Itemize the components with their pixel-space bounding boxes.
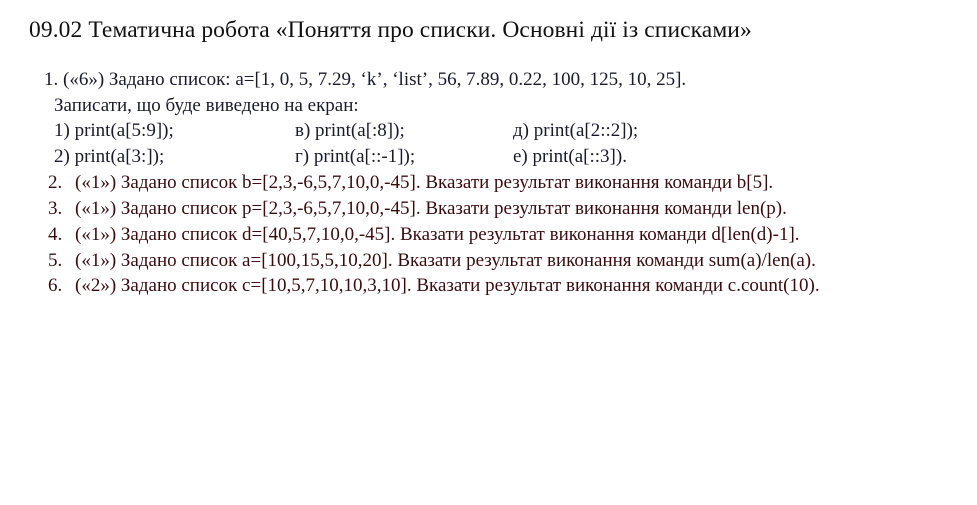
task-text: («1») Задано список b=[2,3,-6,5,7,10,0,-45]. Вказати результат виконання команди b[5]. [75, 172, 774, 193]
task-1-item-1: 1) print(a[5:9]); [54, 120, 174, 141]
page-title: 09.02 Тематична робота «Поняття про списки. Основні дії із списками» [29, 17, 752, 43]
task-1-item-v: в) print(a[:8]); [295, 120, 405, 141]
task-5 [48, 250, 816, 272]
task-6 [48, 275, 820, 297]
task-1-item-d: д) print(a[2::2]); [513, 120, 639, 141]
task-number: 3. [48, 198, 63, 219]
task-text: («2») Задано список c=[10,5,7,10,10,3,10]. Вказати результат виконання команди c.count(10). [75, 275, 820, 296]
task-1-statement: 1. («6») Задано список: a=[1, 0, 5, 7.29, ‘k’, ‘list’, 56, 7.89, 0.22, 100, 125, 10, 25]. [44, 69, 687, 90]
task-3 [48, 198, 787, 220]
task-number: 6. [48, 275, 63, 296]
task-number: 2. [48, 172, 63, 193]
task-text: («1») Задано список p=[2,3,-6,5,7,10,0,-45]. Вказати результат виконання команди len(p). [75, 198, 787, 219]
task-number: 4. [48, 224, 63, 245]
task-1-item-e: е) print(a[::3]). [513, 146, 627, 167]
task-text: («1») Задано список a=[100,15,5,10,20]. Вказати результат виконання команди sum(a)/len(a). [75, 250, 816, 271]
task-1-item-2: 2) print(a[3:]); [54, 146, 165, 167]
task-text: («1») Задано список d=[40,5,7,10,0,-45]. Вказати результат виконання команди d[len(d)-1]. [75, 224, 800, 245]
task-4 [48, 224, 800, 246]
task-number: 5. [48, 250, 63, 271]
task-2 [48, 172, 773, 194]
task-1-item-g: г) print(a[::-1]); [295, 146, 416, 167]
task-1-instruction: Записати, що буде виведено на екран: [54, 95, 359, 116]
